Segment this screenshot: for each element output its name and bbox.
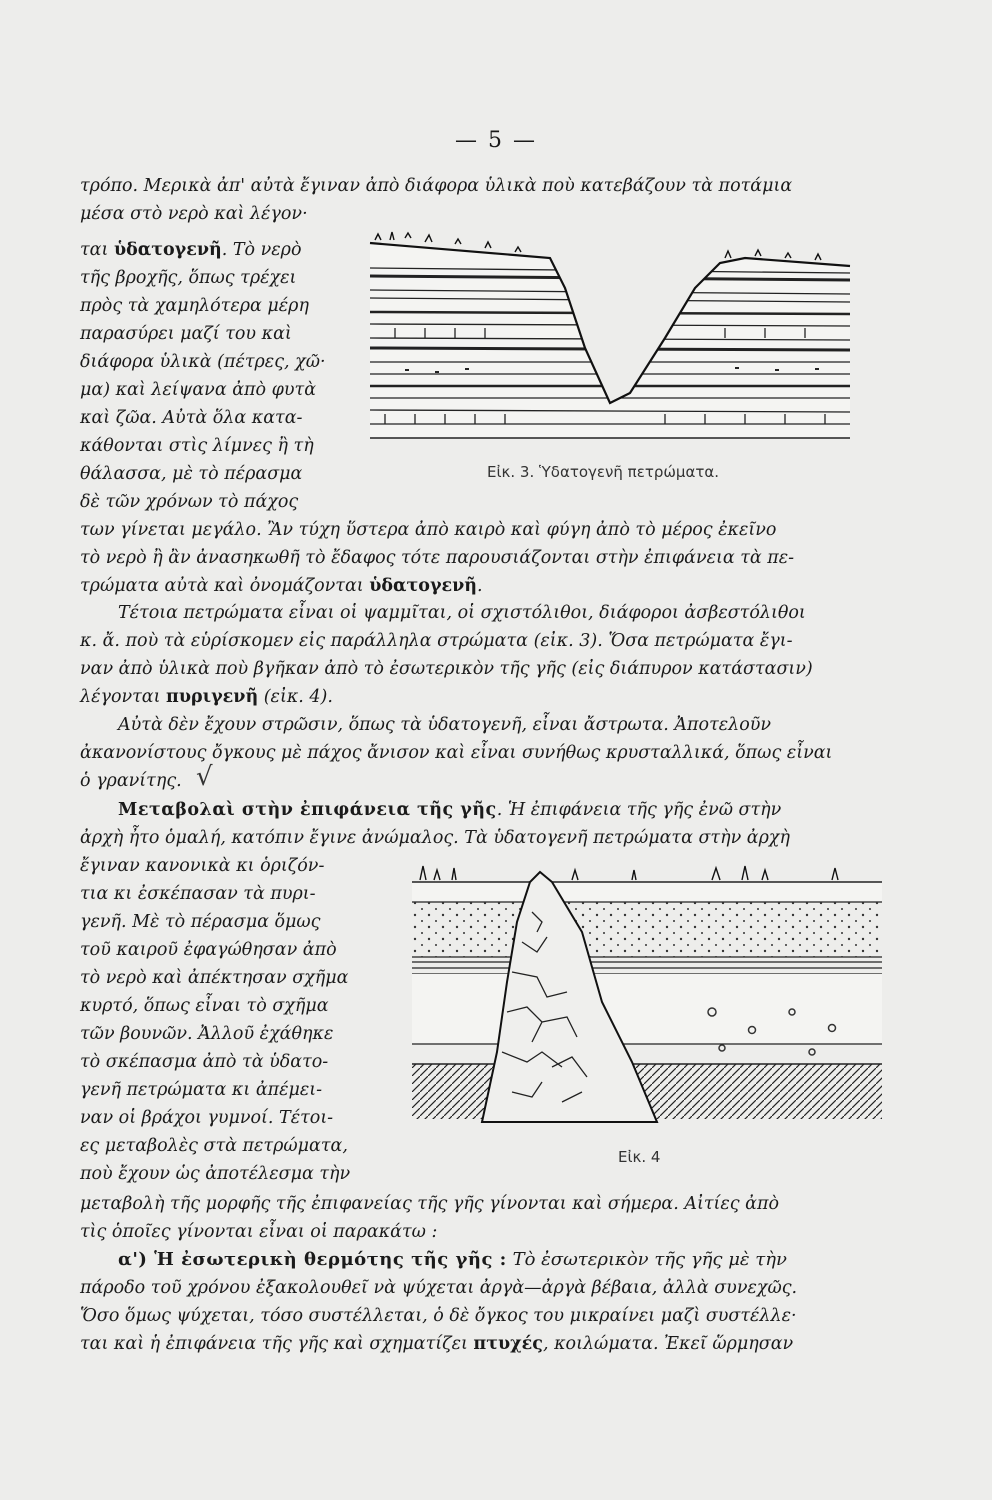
figure-4-caption: Εἰκ. 4: [618, 1148, 661, 1166]
text-line: λέγονται πυριγενῆ (εἰκ. 4).: [80, 687, 333, 707]
text-line: ται ὑδατογενῆ. Τὸ νερὸ: [80, 240, 302, 260]
text-line: των γίνεται μεγάλο. Ἂν τύχη ὕστερα ἀπὸ καιρὸ καὶ φύγη ἀπὸ τὸ μέρος ἐκεῖνο: [80, 520, 777, 540]
text-line: γενῆ. Μὲ τὸ πέρασμα ὅμως: [80, 912, 321, 932]
text-line: καὶ ζῶα. Αὐτὰ ὅλα κατα-: [80, 408, 303, 428]
text-line: Μεταβολαὶ στὴν ἐπιφάνεια τῆς γῆς. Ἡ ἐπιφάνεια τῆς γῆς ἐνῶ στὴν: [118, 800, 782, 820]
text-line: παρασύρει μαζί του καὶ: [80, 324, 292, 344]
term-ptyches: πτυχές: [473, 1334, 543, 1354]
text-line: ναν οἱ βράχοι γυμνοί. Τέτοι-: [80, 1108, 334, 1128]
text-line: ται καὶ ἡ ἐπιφάνεια τῆς γῆς καὶ σχηματίζει πτυχές, κοιλώματα. Ἐκεῖ ὥρμησαν: [80, 1334, 794, 1354]
text-line: πρὸς τὰ χαμηλότερα μέρη: [80, 296, 309, 316]
text-line: τῶν βουνῶν. Ἀλλοῦ ἐχάθηκε: [80, 1024, 334, 1044]
term-hydatogeni: ὑδατογενῆ: [113, 240, 222, 260]
text-line: Τέτοια πετρώματα εἶναι οἱ ψαμμῖται, οἱ σχιστόλιθοι, διάφοροι ἀσβεστόλιθοι: [118, 603, 806, 623]
text-line: τοῦ καιροῦ ἐφαγώθησαν ἀπὸ: [80, 940, 337, 960]
subheading-internal-heat: α') Ἡ ἐσωτερικὴ θερμότης τῆς γῆς :: [118, 1249, 507, 1270]
text-line: ες μεταβολὲς στὰ πετρώματα,: [80, 1136, 348, 1156]
text-line: κ. ἄ. ποὺ τὰ εὑρίσκομεν εἰς παράλληλα στρώματα (εἰκ. 3). Ὅσα πετρώματα ἔγι-: [80, 631, 793, 651]
text-line: τῆς βροχῆς, ὅπως τρέχει: [80, 268, 297, 288]
text-line: ἔγιναν κανονικὰ κι ὁριζόν-: [80, 856, 325, 876]
text-line: μα) καὶ λείψανα ἀπὸ φυτὰ: [80, 380, 317, 400]
figure-3-caption: Εἰκ. 3. Ὑδατογενῆ πετρώματα.: [487, 463, 720, 481]
text-line: τια κι ἐσκέπασαν τὰ πυρι-: [80, 884, 316, 904]
text-line: ἀρχὴ ἦτο ὁμαλή, κατόπιν ἔγινε ἀνώμαλος. Τὰ ὑδατογενῆ πετρώματα στὴν ἀρχὴ: [80, 828, 790, 848]
text-line: ἀκανονίστους ὄγκους μὲ πάχος ἄνισον καὶ εἶναι συνήθως κρυσταλλικά, ὅπως εἶναι: [80, 743, 833, 763]
text-line: ποὺ ἔχουν ὡς ἀποτέλεσμα τὴν: [80, 1164, 351, 1184]
marginal-check-mark: √: [196, 762, 213, 792]
text-line: θάλασσα, μὲ τὸ πέρασμα: [80, 464, 303, 484]
text-line: κυρτό, ὅπως εἶναι τὸ σχῆμα: [80, 996, 329, 1016]
text-line: Αὐτὰ δὲν ἔχουν στρῶσιν, ὅπως τὰ ὑδατογενῆ, εἶναι ἄστρωτα. Ἀποτελοῦν: [118, 715, 772, 735]
text-line: τρώματα αὐτὰ καὶ ὀνομάζονται ὑδατογενῆ.: [80, 576, 483, 596]
text-line: ναν ἀπὸ ὑλικὰ ποὺ βγῆκαν ἀπὸ τὸ ἐσωτερικὸν τῆς γῆς (εἰς διάπυρον κατάστασιν): [80, 659, 813, 679]
text-line: κάθονται στὶς λίμνες ἢ τὴ: [80, 436, 314, 456]
text-line: τὸ νερὸ ἢ ἂν ἀνασηκωθῆ τὸ ἔδαφος τότε παρουσιάζονται στὴν ἐπιφάνεια τὰ πε-: [80, 548, 795, 568]
text-line: μεταβολὴ τῆς μορφῆς τῆς ἐπιφανείας τῆς γῆς γίνονται καὶ σήμερα. Αἰτίες ἀπὸ: [80, 1194, 780, 1214]
figure-4-igneous-intrusion: [412, 852, 882, 1142]
text-line: δὲ τῶν χρόνων τὸ πάχος: [80, 492, 299, 512]
text-line: γενῆ πετρώματα κι ἀπέμει-: [80, 1080, 323, 1100]
text-line: διάφορα ὑλικὰ (πέτρες, χῶ·: [80, 352, 326, 372]
page-number: — 5 —: [455, 128, 537, 153]
section-heading: Μεταβολαὶ στὴν ἐπιφάνεια τῆς γῆς: [118, 800, 497, 820]
text-line: τὶς ὁποῖες γίνονται εἶναι οἱ παρακάτω :: [80, 1222, 438, 1242]
text-line: α') Ἡ ἐσωτερικὴ θερμότης τῆς γῆς : Τὸ ἐσωτερικὸν τῆς γῆς μὲ τὴν: [118, 1249, 787, 1270]
term-pyrigeni: πυριγενῆ: [166, 687, 259, 707]
text-line: τὸ σκέπασμα ἀπὸ τὰ ὑδατο-: [80, 1052, 329, 1072]
text-line: τρόπο. Μερικὰ ἀπ' αὐτὰ ἔγιναν ἀπὸ διάφορα ὑλικὰ ποὺ κατεβάζουν τὰ ποτάμια: [80, 176, 793, 196]
figure-3-sedimentary-layers: [365, 228, 855, 443]
text-line: τὸ νερὸ καὶ ἀπέκτησαν σχῆμα: [80, 968, 349, 988]
text-line: Ὅσο ὅμως ψύχεται, τόσο συστέλλεται, ὁ δὲ ὄγκος του μικραίνει μαζὶ συστέλλε·: [80, 1306, 797, 1326]
text-line: ὁ γρανίτης.: [80, 771, 182, 791]
text-line: πάροδο τοῦ χρόνου ἐξακολουθεῖ νὰ ψύχεται ἀργὰ—ἀργὰ βέβαια, ἀλλὰ συνεχῶς.: [80, 1278, 798, 1298]
text-line: μέσα στὸ νερὸ καὶ λέγον·: [80, 204, 308, 224]
term-hydatogeni: ὑδατογενῆ: [369, 576, 478, 596]
